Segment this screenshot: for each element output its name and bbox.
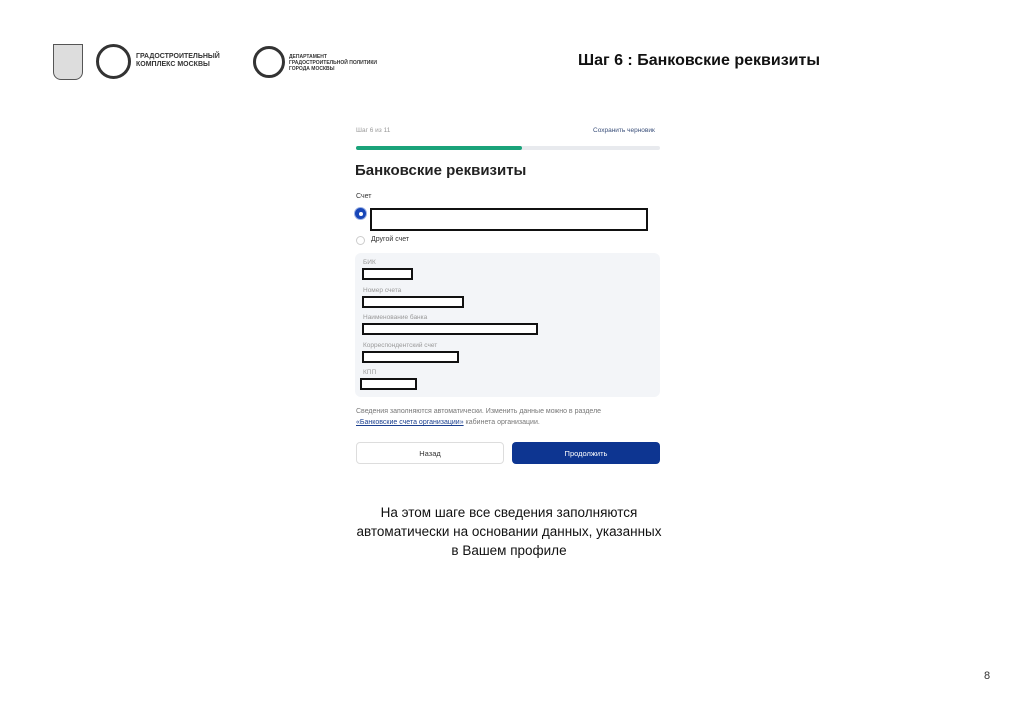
gradkompleks-logo-icon bbox=[96, 44, 131, 79]
field-label-account-number: Номер счета bbox=[363, 287, 402, 294]
department-logo-text bbox=[289, 54, 377, 72]
back-button[interactable]: Назад bbox=[356, 442, 504, 464]
note-tail: кабинета организации. bbox=[463, 419, 540, 426]
field-label-bank-name: Наименование банка bbox=[363, 314, 428, 321]
other-account-radio[interactable] bbox=[356, 236, 365, 245]
progress-bar bbox=[356, 146, 660, 150]
department-logo-icon bbox=[253, 46, 285, 78]
redacted-bank-name bbox=[362, 323, 538, 335]
logo2-line: ДЕПАРТАМЕНТ bbox=[289, 54, 327, 60]
page-number: 8 bbox=[984, 670, 991, 682]
note-text: Сведения заполняются автоматически. Изменить данные можно в разделе bbox=[356, 408, 602, 415]
autofill-note bbox=[356, 406, 666, 428]
moscow-coat-of-arms-icon bbox=[53, 44, 83, 80]
field-label-bik: БИК bbox=[363, 259, 376, 266]
redacted-bik bbox=[362, 268, 413, 280]
account-label: Счет bbox=[356, 193, 372, 200]
caption-line: в Вашем профиле bbox=[451, 543, 567, 558]
other-account-label: Другой счет bbox=[371, 236, 410, 243]
caption bbox=[309, 503, 709, 560]
bank-accounts-link[interactable]: «Банковские счета организации» bbox=[356, 419, 464, 426]
field-label-kpp: КПП bbox=[363, 369, 377, 376]
caption-line: На этом шаге все сведения заполняются bbox=[380, 505, 638, 520]
continue-button[interactable]: Продолжить bbox=[512, 442, 660, 464]
redacted-account-number bbox=[362, 296, 464, 308]
logo1-line: КОМПЛЕКС МОСКВЫ bbox=[136, 61, 210, 68]
caption-line: автоматически на основании данных, указанных bbox=[356, 524, 662, 539]
slide-title: Шаг 6 : Банковские реквизиты bbox=[578, 52, 820, 69]
redacted-corr-account bbox=[362, 351, 459, 363]
field-label-corr-account: Корреспондентский счет bbox=[363, 342, 438, 349]
redacted-kpp bbox=[360, 378, 417, 390]
form-title: Банковские реквизиты bbox=[355, 162, 527, 179]
redacted-account bbox=[370, 208, 648, 231]
step-indicator: Шаг 6 из 11 bbox=[356, 127, 391, 134]
logo2-line: ГРАДОСТРОИТЕЛЬНОЙ ПОЛИТИКИ bbox=[289, 60, 377, 66]
logo1-line: ГРАДОСТРОИТЕЛЬНЫЙ bbox=[136, 53, 220, 60]
account-radio-selected[interactable] bbox=[355, 208, 366, 219]
progress-fill bbox=[356, 146, 522, 150]
logo2-line: ГОРОДА МОСКВЫ bbox=[289, 66, 335, 72]
save-draft-link[interactable]: Сохранить черновик bbox=[593, 127, 655, 134]
gradkompleks-logo-text bbox=[136, 53, 220, 69]
